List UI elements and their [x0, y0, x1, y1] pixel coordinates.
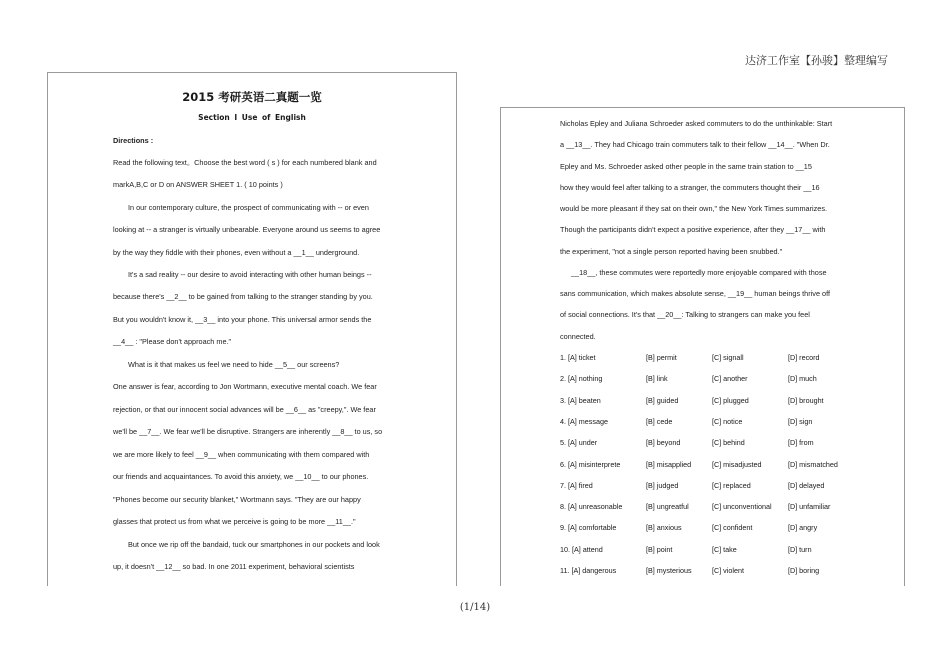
option-choice: 5. [A] under — [560, 438, 598, 448]
exam-page-right — [500, 107, 905, 586]
option-choice: [B] permit — [646, 353, 677, 362]
option-choice: [D] from — [788, 438, 814, 448]
option-choice: 1. [A] ticket — [560, 353, 596, 362]
option-choice: 7. [A] fired — [560, 480, 593, 490]
option-choice: [B] ungreatful — [646, 502, 689, 512]
option-choice: [C] behind — [712, 438, 745, 448]
page-title: 2015 考研英语二真题一览 — [182, 90, 322, 104]
option-choice: [C] signall — [712, 353, 744, 362]
option-choice: 4. [A] message — [560, 416, 608, 426]
option-choice: [C] confident — [712, 523, 753, 533]
passage-line: It's a sad reality -- our desire to avoid interacting with other human beings -- — [128, 270, 372, 279]
passage-line: a __13__. They had Chicago train commuters talk to their fellow __14__. "When Dr. — [560, 140, 830, 149]
option-choice: [C] another — [712, 374, 748, 384]
option-choice: [B] mysterious — [646, 566, 692, 575]
option-choice: [C] notice — [712, 416, 743, 426]
option-choice: [D] angry — [788, 523, 818, 533]
option-choice: [B] beyond — [646, 438, 681, 448]
option-choice: [D] delayed — [788, 480, 825, 490]
passage-line: __4__ : "Please don't approach me." — [113, 337, 232, 346]
passage-line: One answer is fear, according to Jon Wortmann, executive mental coach. We fear — [113, 382, 377, 391]
passage-line: how they would feel after talking to a stranger, the commuters thought their __16 — [560, 183, 820, 192]
passage-line: would be more pleasant if they sat on their own," the New York Times summarizes. — [560, 204, 828, 213]
option-choice: [C] violent — [712, 566, 744, 575]
option-choice: 9. [A] comfortable — [560, 523, 617, 533]
option-choice: [C] plugged — [712, 395, 749, 405]
option-choice: [D] record — [788, 353, 820, 362]
passage-line: the experiment, "not a single person reported having been snubbed." — [560, 247, 783, 256]
passage-line: our friends and acquaintances. To avoid this anxiety, we __10__ to our phones. — [113, 472, 369, 481]
directions-label: Directions : — [113, 136, 154, 145]
option-choice: [D] boring — [788, 566, 820, 575]
passage-line: rejection, or that our innocent social advances will be __6__ as "creepy,". We fear — [113, 405, 376, 414]
passage-line: looking at -- a stranger is virtually unbearable. Everyone around us seems to agree — [113, 225, 381, 234]
passage-line: But once we rip off the bandaid, tuck our smartphones in our pockets and look — [128, 540, 380, 549]
passage-line: What is it that makes us feel we need to hide __5__ our screens? — [128, 360, 340, 369]
option-choice: [B] link — [646, 374, 668, 384]
option-choice: [D] mismatched — [788, 459, 838, 469]
passage-line: Epley and Ms. Schroeder asked other people in the same train station to __15 — [560, 162, 812, 171]
passage-line: up, it doesn't __12__ so bad. In one 2011 experiment, behavioral scientists — [113, 562, 355, 571]
passage-line: we are more likely to feel __9__ when communicating with them compared with — [113, 450, 370, 459]
passage-line: connected. — [560, 332, 596, 341]
exam-page-left — [47, 72, 457, 586]
passage-line: Read the following text。Choose the best word ( s ) for each numbered blank and — [113, 158, 377, 167]
option-choice: [D] much — [788, 374, 817, 384]
passage-line: sans communication, which makes absolute sense, __19__ human beings thrive off — [560, 289, 831, 298]
passage-line: Nicholas Epley and Juliana Schroeder asked commuters to do the unthinkable: Start — [560, 119, 833, 128]
option-choice: [B] cede — [646, 416, 673, 426]
passage-line: But you wouldn't know it, __3__ into your phone. This universal armor sends the — [113, 315, 372, 324]
option-choice: 3. [A] beaten — [560, 395, 601, 405]
option-choice: 11. [A] dangerous — [560, 566, 617, 575]
option-choice: 10. [A] attend — [560, 544, 603, 554]
option-choice: [B] anxious — [646, 523, 682, 533]
passage-line: In our contemporary culture, the prospect of communicating with -- or even — [128, 203, 369, 212]
passage-line: because there's __2__ to be gained from talking to the stranger standing by you. — [113, 292, 373, 301]
passage-line: markA,B,C or D on ANSWER SHEET 1. ( 10 points ) — [113, 180, 283, 189]
passage-line: Though the participants didn't expect a positive experience, after they __17__ with — [560, 225, 826, 234]
option-choice: [D] unfamiliar — [788, 502, 831, 512]
option-choice: [B] point — [646, 544, 673, 554]
page-number: (1/14) — [459, 602, 491, 613]
passage-line: __18__, these commutes were reportedly more enjoyable compared with those — [571, 268, 827, 277]
option-choice: [B] misapplied — [646, 459, 692, 469]
option-choice: [C] unconventional — [712, 502, 772, 512]
passage-line: we'll be __7__. We fear we'll be disruptive. Strangers are inherently __8__ to us, so — [113, 427, 383, 436]
option-choice: [B] judged — [646, 480, 679, 490]
option-choice: [C] take — [712, 544, 737, 554]
option-choice: [C] misadjusted — [712, 459, 762, 469]
option-choice: 8. [A] unreasonable — [560, 502, 623, 512]
passage-line: of social connections. It's that __20__: Talking to strangers can make you feel — [560, 310, 810, 319]
option-choice: [C] replaced — [712, 480, 751, 490]
header-note: 达济工作室【孙骏】整理编写 — [745, 54, 888, 67]
option-choice: [D] brought — [788, 395, 824, 405]
passage-line: by the way they fiddle with their phones, even without a __1__ underground. — [113, 248, 360, 257]
passage-line: "Phones become our security blanket," Wortmann says. "They are our happy — [113, 495, 361, 504]
option-choice: 2. [A] nothing — [560, 374, 603, 384]
section-heading: Section Ⅰ Use of English — [198, 113, 306, 122]
option-choice: [B] guided — [646, 395, 679, 405]
option-choice: [D] sign — [788, 416, 813, 426]
option-choice: 6. [A] misinterprete — [560, 459, 621, 469]
passage-line: glasses that protect us from what we perceive is going to be more __11__." — [113, 517, 356, 526]
option-choice: [D] turn — [788, 544, 812, 554]
